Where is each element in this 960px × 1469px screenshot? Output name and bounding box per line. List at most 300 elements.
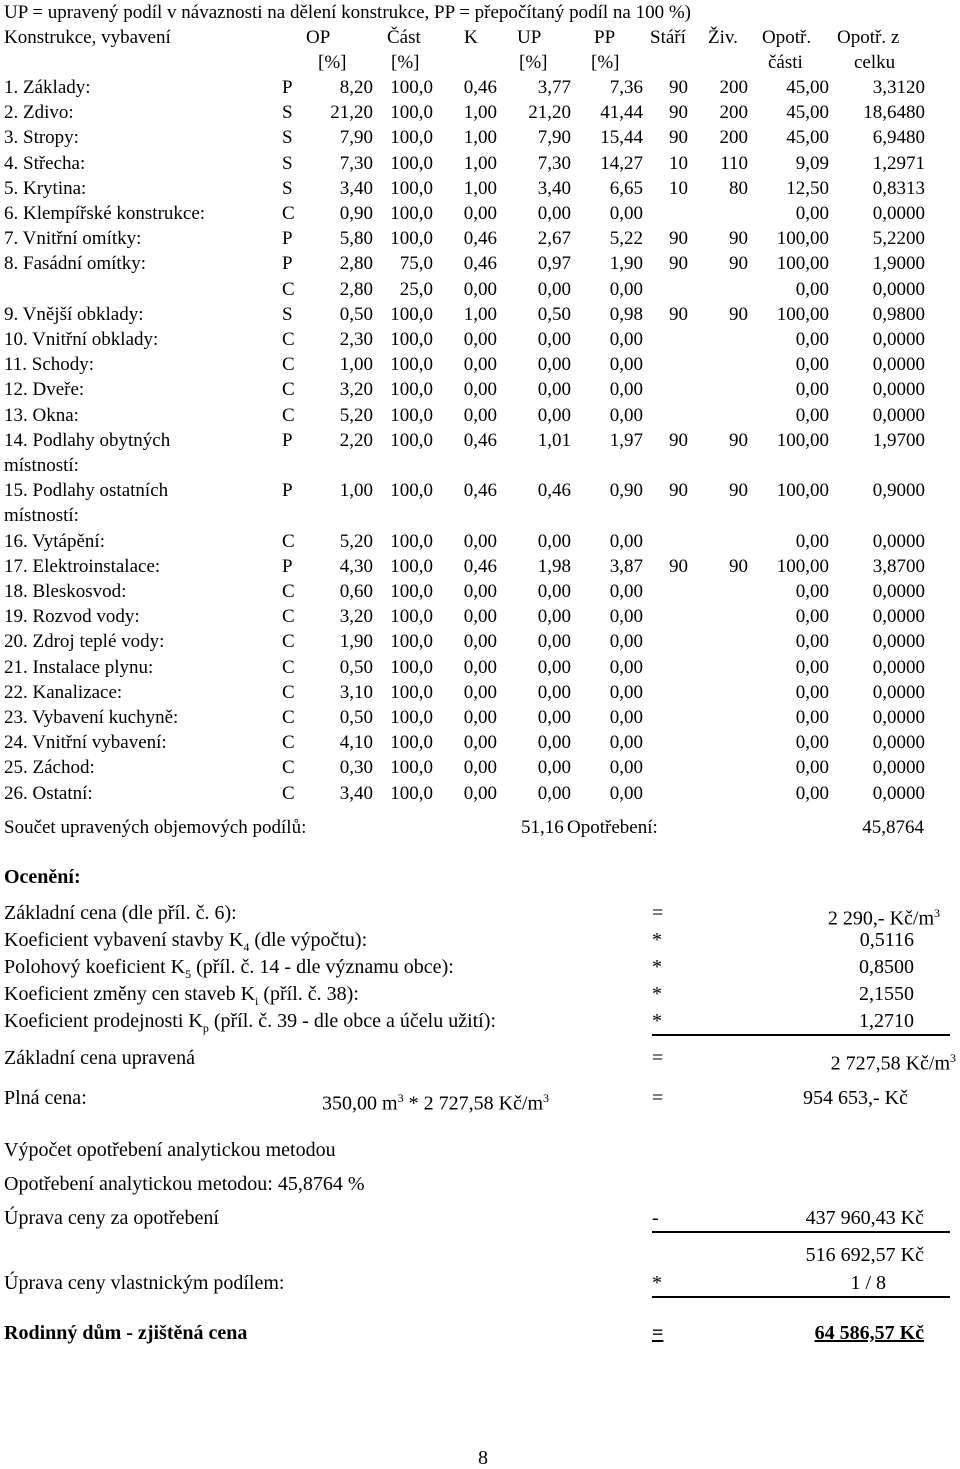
cell-cast: 100,0 [390,127,433,148]
cell-ziv: 90 [729,480,748,501]
k4-value: 0,5116 [859,929,914,951]
cell-opotr-casti: 45,00 [786,77,829,98]
cell-name: 23. Vybavení kuchyně: [4,707,179,728]
cell-opotr-celku: 0,9800 [872,304,925,325]
adjusted-op: = [652,1047,664,1069]
cell-op: 0,50 [339,707,373,728]
cell-opotr-casti: 12,50 [786,178,829,199]
cell-op: 3,10 [339,682,373,703]
cell-pp: 41,44 [600,102,643,123]
kp-op: * [652,1010,662,1032]
cell-up: 0,00 [537,405,571,426]
cell-pp: 0,00 [609,379,643,400]
cell-opotr-celku: 0,0000 [872,279,925,300]
cell-cast: 75,0 [399,253,433,274]
cell-opotr-celku: 0,0000 [872,203,925,224]
cell-stari: 10 [669,153,688,174]
cell-pp: 15,44 [600,127,643,148]
col-opotr-celku: Opotř. z [837,27,900,48]
cell-cast: 100,0 [390,379,433,400]
cell-name: 14. Podlahy obytných [4,430,171,451]
cell-up: 0,50 [537,304,571,325]
cell-type: C [282,606,295,627]
cell-cast: 100,0 [390,657,433,678]
cell-k: 0,00 [463,581,497,602]
cell-name: 13. Okna: [4,405,79,426]
cell-opotr-celku: 0,0000 [872,531,925,552]
cell-up: 0,00 [537,581,571,602]
cell-name: 16. Vytápění: [4,531,105,552]
cell-up: 0,00 [537,531,571,552]
cell-cast: 100,0 [390,631,433,652]
cell-opotr-celku: 3,8700 [872,556,925,577]
cell-op: 8,20 [339,77,373,98]
cell-cast: 100,0 [390,178,433,199]
cell-name: 21. Instalace plynu: [4,657,154,678]
col-opotr-casti: Opotř. [762,27,812,48]
cell-type: C [282,707,295,728]
base-price-label: Základní cena (dle příl. č. 6): [4,902,237,924]
cell-ziv: 90 [729,253,748,274]
cell-name: 17. Elektroinstalace: [4,556,161,577]
cell-cast: 100,0 [390,329,433,350]
cell-stari: 90 [669,77,688,98]
cell-op: 2,80 [339,279,373,300]
col-up-unit: [%] [519,52,548,73]
cell-up: 7,30 [537,153,571,174]
cell-stari: 90 [669,430,688,451]
cell-up: 0,00 [537,631,571,652]
cell-type: P [282,556,293,577]
cell-op: 5,20 [339,531,373,552]
cell-opotr-casti: 0,00 [795,657,829,678]
cell-pp: 0,00 [609,657,643,678]
cell-cast: 100,0 [390,732,433,753]
cell-type: S [282,153,293,174]
col-opotr-casti-unit: části [768,52,803,73]
cell-opotr-casti: 0,00 [795,203,829,224]
cell-pp: 0,00 [609,631,643,652]
cell-pp: 0,00 [609,732,643,753]
cell-op: 4,30 [339,556,373,577]
page-number: 8 [478,1447,488,1469]
cell-cast: 100,0 [390,228,433,249]
cell-up: 0,00 [537,657,571,678]
result-label: Rodinný dům - zjištěná cena [4,1322,248,1344]
valuation-heading: Ocenění: [4,866,81,888]
cell-pp: 7,36 [609,77,643,98]
cell-k: 0,00 [463,354,497,375]
k5-op: * [652,956,662,978]
cell-k: 0,46 [463,228,497,249]
cell-stari: 90 [669,102,688,123]
cell-up: 21,20 [528,102,571,123]
cell-up: 0,00 [537,707,571,728]
cell-op: 7,30 [339,153,373,174]
full-price-op: = [652,1087,664,1109]
cell-up: 0,00 [537,203,571,224]
cell-name: 3. Stropy: [4,127,79,148]
cell-opotr-casti: 100,00 [776,480,829,501]
cell-pp: 14,27 [600,153,643,174]
ki-op: * [652,983,662,1005]
cell-pp: 0,00 [609,279,643,300]
cell-k: 1,00 [463,127,497,148]
wear-method-line: Opotřebení analytickou metodou: 45,8764 % [4,1173,365,1195]
cell-op: 0,90 [339,203,373,224]
cell-name: 5. Krytina: [4,178,87,199]
cell-name: 19. Rozvod vody: [4,606,140,627]
cell-name: 20. Zdroj teplé vody: [4,631,165,652]
subtotal-value: 516 692,57 Kč [805,1244,924,1266]
cell-cast: 100,0 [390,354,433,375]
cell-stari: 90 [669,480,688,501]
cell-opotr-casti: 0,00 [795,732,829,753]
cell-op: 3,40 [339,178,373,199]
cell-up: 2,67 [537,228,571,249]
cell-pp: 0,00 [609,606,643,627]
adjusted-value: 2 727,58 $Kč/m^3$ [830,1051,956,1075]
cell-opotr-celku: 0,0000 [872,354,925,375]
cell-op: 0,60 [339,581,373,602]
cell-opotr-celku: 0,0000 [872,783,925,804]
cell-type: C [282,203,295,224]
cell-up: 0,00 [537,682,571,703]
cell-op: 21,20 [330,102,373,123]
cell-cast: 25,0 [399,279,433,300]
cell-opotr-casti: 0,00 [795,354,829,375]
cell-op: 5,80 [339,228,373,249]
cell-up: 0,00 [537,354,571,375]
cell-up: 0,00 [537,606,571,627]
cell-cast: 100,0 [390,405,433,426]
cell-k: 0,00 [463,682,497,703]
cell-pp: 3,87 [609,556,643,577]
full-price-calc: 350,00 $m^3 * 2$ 727,58 $Kč/m^3$ [322,1091,549,1115]
cell-type: C [282,682,295,703]
cell-opotr-celku: 0,9000 [872,480,925,501]
cell-opotr-celku: 3,3120 [872,77,925,98]
cell-type: S [282,304,293,325]
cell-k: 0,00 [463,379,497,400]
cell-cast: 100,0 [390,581,433,602]
cell-ziv: 90 [729,304,748,325]
cell-name: 2. Zdivo: [4,102,74,123]
full-price-label: Plná cena: [4,1087,87,1109]
cell-pp: 0,00 [609,783,643,804]
sum-label: Součet upravených objemových podílů: [4,817,307,838]
cell-up: 0,00 [537,279,571,300]
cell-k: 0,00 [463,531,497,552]
base-price-value: 2 290,- $Kč/m^3$ [827,906,940,930]
cell-type: C [282,531,295,552]
k4-label: Koeficient vybavení stavby $K_4$ (dle výpočtu): [4,929,368,954]
cell-up: 0,00 [537,329,571,350]
cell-name: 4. Střecha: [4,153,86,174]
cell-type: C [282,783,295,804]
cell-cast: 100,0 [390,531,433,552]
ownership-rule [652,1296,950,1298]
cell-up: 3,77 [537,77,571,98]
cell-type: C [282,329,295,350]
cell-pp: 0,00 [609,757,643,778]
cell-pp: 6,65 [609,178,643,199]
cell-opotr-celku: 0,0000 [872,707,925,728]
cell-opotr-celku: 0,0000 [872,631,925,652]
ownership-value: 1 / 8 [850,1272,886,1294]
full-price-value: 954 653,- Kč [803,1087,908,1109]
cell-opotr-celku: 0,0000 [872,379,925,400]
cell-op: 1,90 [339,631,373,652]
cell-up: 7,90 [537,127,571,148]
cell-up: 0,00 [537,732,571,753]
cell-type: S [282,178,293,199]
cell-type: C [282,631,295,652]
cell-opotr-celku: 1,9000 [872,253,925,274]
cell-opotr-casti: 0,00 [795,379,829,400]
cell-pp: 0,00 [609,203,643,224]
cell-opotr-casti: 0,00 [795,279,829,300]
cell-pp: 0,00 [609,682,643,703]
cell-ziv: 90 [729,228,748,249]
cell-opotr-celku: 0,0000 [872,732,925,753]
cell-opotr-celku: 0,0000 [872,606,925,627]
cell-opotr-casti: 0,00 [795,682,829,703]
k5-label: Polohový koeficient $K_5$ (příl. č. 14 - dle významu obce): [4,956,454,981]
cell-opotr-casti: 0,00 [795,581,829,602]
cell-op: 1,00 [339,354,373,375]
wear-adjust-label: Úprava ceny za opotřebení [4,1207,219,1229]
result-op: = [652,1322,664,1344]
ki-label: Koeficient změny cen staveb $K_i$ (příl. č. 38): [4,983,359,1008]
col-up: UP [517,27,542,48]
cell-name: 18. Bleskosvod: [4,581,127,602]
cell-op: 3,20 [339,379,373,400]
col-stari: Stáří [650,27,686,48]
cell-op: 1,00 [339,480,373,501]
cell-opotr-casti: 100,00 [776,304,829,325]
kp-value: 1,2710 [859,1010,914,1032]
cell-op: 3,40 [339,783,373,804]
cell-cast: 100,0 [390,707,433,728]
cell-type: P [282,430,293,451]
cell-type: C [282,657,295,678]
cell-opotr-casti: 0,00 [795,405,829,426]
cell-pp: 0,00 [609,531,643,552]
cell-name: 12. Dveře: [4,379,85,400]
cell-k: 1,00 [463,178,497,199]
cell-type: C [282,732,295,753]
cell-k: 0,46 [463,77,497,98]
k4-op: * [652,929,662,951]
cell-name: 22. Kanalizace: [4,682,123,703]
cell-opotr-celku: 0,0000 [872,757,925,778]
cell-cast: 100,0 [390,153,433,174]
cell-pp: 0,90 [609,480,643,501]
cell-type: P [282,228,293,249]
kp-label: Koeficient prodejnosti $K_p$ (příl. č. 39 - dle obce a účelu užití): [4,1010,496,1035]
result-value: 64 586,57 Kč [814,1322,924,1344]
k5-value: 0,8500 [859,956,914,978]
wear-adjust-rule [652,1231,950,1233]
cell-pp: 0,00 [609,707,643,728]
cell-type: P [282,480,293,501]
cell-opotr-celku: 0,0000 [872,657,925,678]
kp-rule [652,1034,950,1036]
base-price-op: = [652,902,664,924]
cell-k: 0,00 [463,707,497,728]
cell-op: 5,20 [339,405,373,426]
cell-up: 0,00 [537,379,571,400]
cell-opotr-casti: 0,00 [795,329,829,350]
cell-opotr-celku: 0,8313 [872,178,925,199]
cell-opotr-casti: 0,00 [795,531,829,552]
cell-type: C [282,405,295,426]
cell-type: C [282,379,295,400]
col-pp-unit: [%] [591,52,620,73]
cell-k: 1,00 [463,153,497,174]
cell-type: P [282,77,293,98]
cell-pp: 0,00 [609,581,643,602]
cell-stari: 90 [669,556,688,577]
cell-op: 2,20 [339,430,373,451]
cell-k: 0,00 [463,606,497,627]
cell-type: C [282,581,295,602]
cell-type: S [282,102,293,123]
ownership-label: Úprava ceny vlastnickým podílem: [4,1272,285,1294]
cell-ziv: 200 [719,77,748,98]
cell-up: 3,40 [537,178,571,199]
cell-up: 0,00 [537,757,571,778]
cell-cast: 100,0 [390,430,433,451]
cell-stari: 90 [669,253,688,274]
wear-adjust-value: 437 960,43 Kč [805,1207,924,1229]
cell-opotr-celku: 18,6480 [863,102,925,123]
col-cast-unit: [%] [391,52,420,73]
cell-type: C [282,757,295,778]
cell-opotr-casti: 100,00 [776,253,829,274]
cell-k: 0,46 [463,556,497,577]
cell-k: 0,00 [463,757,497,778]
col-k: K [464,27,478,48]
cell-opotr-casti: 45,00 [786,127,829,148]
cell-type: C [282,354,295,375]
cell-name: 1. Základy: [4,77,91,98]
cell-name: 26. Ostatní: [4,783,93,804]
cell-type: P [282,253,293,274]
cell-opotr-casti: 45,00 [786,102,829,123]
cell-pp: 0,98 [609,304,643,325]
cell-stari: 90 [669,127,688,148]
cell-opotr-celku: 0,0000 [872,405,925,426]
cell-pp: 0,00 [609,405,643,426]
cell-cast: 100,0 [390,102,433,123]
cell-op: 2,80 [339,253,373,274]
cell-opotr-celku: 0,0000 [872,329,925,350]
cell-ziv: 90 [729,556,748,577]
cell-cast: 100,0 [390,304,433,325]
cell-opotr-casti: 100,00 [776,556,829,577]
cell-stari: 90 [669,228,688,249]
cell-name: 8. Fasádní omítky: [4,253,146,274]
cell-type: C [282,279,295,300]
cell-ziv: 200 [719,102,748,123]
cell-k: 0,00 [463,329,497,350]
cell-k: 1,00 [463,102,497,123]
adjusted-label: Základní cena upravená [4,1047,196,1069]
cell-ziv: 80 [729,178,748,199]
cell-k: 0,46 [463,253,497,274]
cell-pp: 1,97 [609,430,643,451]
cell-cast: 100,0 [390,556,433,577]
cell-opotr-casti: 100,00 [776,430,829,451]
cell-op: 0,50 [339,304,373,325]
cell-k: 0,00 [463,405,497,426]
cell-pp: 1,90 [609,253,643,274]
cell-cast: 100,0 [390,682,433,703]
ki-value: 2,1550 [859,983,914,1005]
cell-up: 1,01 [537,430,571,451]
cell-op: 0,30 [339,757,373,778]
cell-k: 0,00 [463,657,497,678]
cell-opotr-celku: 1,2971 [872,153,925,174]
wear-adjust-op: - [652,1207,659,1229]
cell-opotr-casti: 100,00 [776,228,829,249]
cell-pp: 5,22 [609,228,643,249]
cell-up: 0,97 [537,253,571,274]
cell-k: 1,00 [463,304,497,325]
cell-opotr-celku: 0,0000 [872,682,925,703]
col-ziv: Živ. [708,27,738,48]
cell-k: 0,00 [463,279,497,300]
wear-total: 45,8764 [862,817,924,838]
cell-stari: 90 [669,304,688,325]
cell-name: 9. Vnější obklady: [4,304,144,325]
cell-ziv: 200 [719,127,748,148]
cell-cast: 100,0 [390,757,433,778]
cell-op: 2,30 [339,329,373,350]
cell-opotr-casti: 0,00 [795,606,829,627]
col-opotr-celku-unit: celku [854,52,896,73]
cell-stari: 10 [669,178,688,199]
cell-op: 3,20 [339,606,373,627]
cell-name: 10. Vnitřní obklady: [4,329,159,350]
cell-name: místností: [4,505,79,526]
wear-label: Opotřebení: [567,817,658,838]
cell-k: 0,46 [463,480,497,501]
cell-opotr-celku: 1,9700 [872,430,925,451]
cell-name: 6. Klempířské konstrukce: [4,203,206,224]
cell-up: 0,00 [537,783,571,804]
cell-k: 0,00 [463,631,497,652]
cell-opotr-casti: 9,09 [795,153,829,174]
cell-k: 0,00 [463,783,497,804]
cell-up: 1,98 [537,556,571,577]
cell-pp: 0,00 [609,329,643,350]
cell-name: 24. Vnitřní vybavení: [4,732,167,753]
cell-opotr-casti: 0,00 [795,631,829,652]
cell-op: 4,10 [339,732,373,753]
cell-name: 11. Schody: [4,354,95,375]
wear-method-title: Výpočet opotřebení analytickou metodou [4,1139,336,1161]
cell-name: místností: [4,455,79,476]
cell-op: 0,50 [339,657,373,678]
header-note: UP = upravený podíl v návaznosti na dělení konstrukce, PP = přepočítaný podíl na 100 %) [4,2,691,23]
col-op: OP [306,27,331,48]
cell-name: 7. Vnitřní omítky: [4,228,142,249]
cell-opotr-celku: 6,9480 [872,127,925,148]
cell-opotr-casti: 0,00 [795,757,829,778]
